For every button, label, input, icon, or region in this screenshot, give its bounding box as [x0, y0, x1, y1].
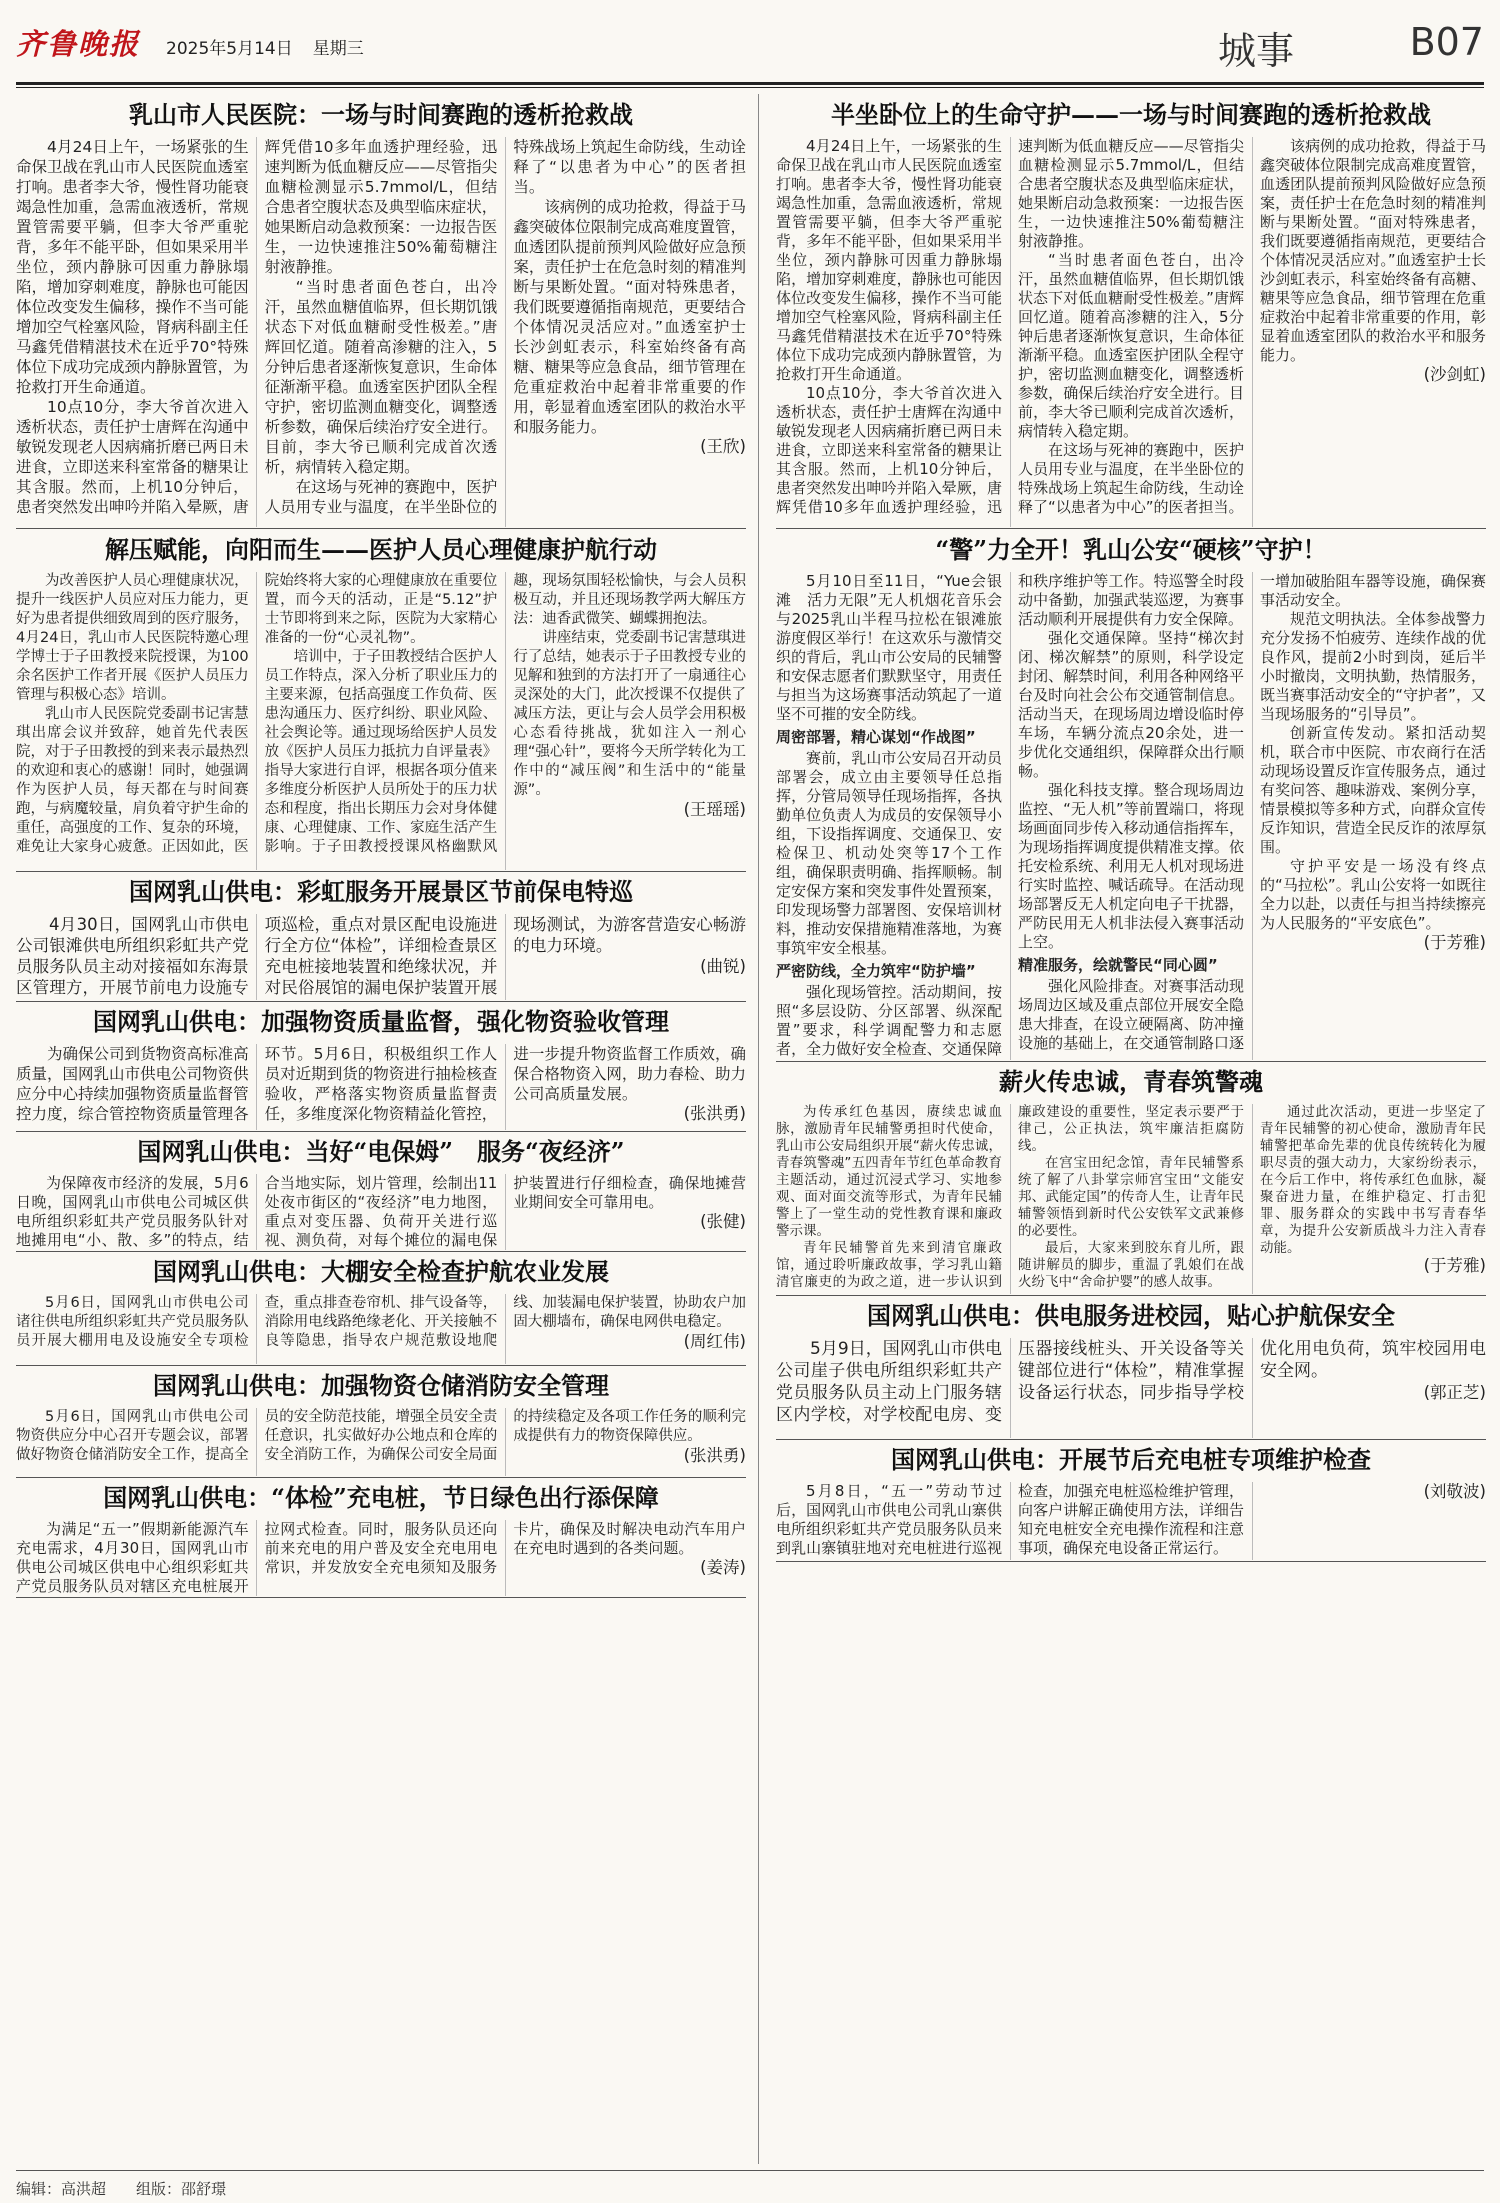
article-body [16, 1408, 746, 1476]
article-paragraph: 4月24日上午，一场紧张的生命保卫战在乳山市人民医院血透室打响。患者李大爷，慢性肾功能衰竭急性加重，急需血液透析，常规置管需要平躺，但李大爷严重驼背，多年不能平卧，但如果采用半坐位，颈内静脉可因重力静脉塌陷，增加穿刺难度，静脉也可能因体位改变发生偏移，操作不当可能增加空气栓塞风险，肾病科副主任马鑫凭借精湛技术在近乎70°特殊体位下成功完成颈内静脉置管，为抢救打开生命通道。 [16, 138, 249, 396]
article-paragraph: 通过此次活动，更进一步坚定了青年民辅警的初心使命，激励青年民辅警把革命先辈的优良传统转化为履职尽责的强大动力，大家纷纷表示，在今后工作中，将传承红色血脉，凝聚奋进力量，在维护稳定、打击犯罪、服务群众的实践中书写青春华章，为提升公安新质战斗力注入青春动能。 [1260, 1104, 1486, 1256]
article-title: 半坐卧位上的生命守护——一场与时间赛跑的透析抢救战 [831, 100, 1431, 129]
article [776, 530, 1486, 1060]
issue-date [166, 34, 384, 59]
article-subheading: 严密防线，全力筑牢“防护墙” [776, 962, 976, 980]
article-byline: (姜涛) [700, 1558, 746, 1577]
article-body [16, 914, 746, 1000]
header-rule [16, 82, 1484, 85]
article [16, 530, 746, 870]
article-paragraph: 最后，大家来到胶东育儿所，跟随讲解员的脚步，重温了乳娘们在战火纷飞中“舍命护婴”的感人故事。 [1018, 1240, 1244, 1290]
article-byline: (周红伟) [683, 1332, 746, 1351]
article-body [776, 1104, 1486, 1294]
article-paragraph: 为确保公司到货物资高标准高质量，国网乳山市供电公司物资供应分中心持续加强物资质量监督管控力度，综合管控物资质量管理各环节。5月6日，积极组织工作人员对近期到货的物资进行抽检核查验收，严格落实物资质量监督责任，多维度深化物资精益化管控，进一步提升物资监督工作质效，确保合格物资入网，助力春检、助力公司高质量发展。 [16, 1045, 746, 1123]
article-paragraph: 5月6日，国网乳山市供电公司诸往供电所组织彩虹共产党员服务队员开展大棚用电及设施安全专项检查，重点排查卷帘机、排气设备等，消除用电线路绝缘老化、开关接触不良等隐患，指导农户规范敷设地爬线、加装漏电保护装置，协助农户加固大棚墙布，确保电网供电稳定。 [16, 1295, 746, 1349]
article-paragraph: 培训中，于子田教授结合医护人员工作特点，深入分析了职业压力的主要来源，包括高强度工作负荷、医患沟通压力、医疗纠纷、职业风险、社会舆论等。通过现场给医护人员发放《医护人员压力抵抗力自评量表》指导大家进行自评，根据各项分值来多维度分析医护人员所处于的压力状态和程度，指出长期压力会对身体健康、心理健康、工作、家庭生活产生影响。于子田教授授课风格幽默风趣，现场氛围轻松愉快，与会人员积极互动，并且还现场教学两大解压方法：迪香武微笑、蝴蝶拥抱法。 [264, 573, 746, 855]
article-subheading: 周密部署，精心谋划“作战图” [776, 728, 976, 746]
article-title: 国网乳山供电：大棚安全检查护航农业发展 [153, 1257, 609, 1286]
article-body [16, 1044, 746, 1130]
article-body [776, 572, 1486, 1060]
article-subheading: 精准服务，绘就警民“同心圆” [1018, 956, 1218, 974]
article-body [16, 137, 746, 527]
article-byline: (曲锐) [700, 957, 746, 976]
article-paragraph: 强化现场管控。活动期间，按照“多层设防、分区部署、纵深配置”要求，科学调配警力和志愿者，全力做好安全检查、交通保障和秩序维护等工作。特巡警全时段动中备勤，加强武装巡逻，为赛事活动顺利开展提供有力安全保障。 [776, 572, 1244, 1058]
page-header [16, 14, 1484, 76]
article-byline: (于芳雅) [1423, 933, 1486, 952]
article-title: 国网乳山供电：彩虹服务开展景区节前保电特巡 [129, 877, 633, 906]
date: 2025年5月14日 [166, 39, 293, 59]
article [16, 1252, 746, 1364]
article-byline: (王瑶瑶) [683, 800, 746, 819]
article-paragraph: 讲座结束，党委副书记害慧琪进行了总结，她表示于子田教授专业的见解和独到的方法打开了一扇通往心灵深处的大门，此次授课不仅提供了减压方法，更让与会人员学会用积极心态看待挑战，犹如注入一剂心理“强心针”，要将今天所学转化为工作中的“减压阀”和生活中的“能量源”。 [513, 630, 746, 798]
article-body [16, 1294, 746, 1364]
article-paragraph: 5月9日，国网乳山市供电公司崖子供电所组织彩虹共产党员服务队员主动上门服务辖区内学校，对学校配电房、变压器接线桩头、开关设备等关键部位进行“体检”，精准掌握设备运行状态，同步指导学校优化用电负荷，筑牢校园用电安全网。 [776, 1339, 1486, 1425]
article-paragraph: 守护平安是一场没有终点的“马拉松”。乳山公安将一如既往全力以赴，以责任与担当持续擦亮为人民服务的“平安底色”。 [1260, 857, 1486, 932]
article-paragraph: 规范文明执法。全体参战警力充分发扬不怕疲劳、连续作战的优良作风，提前2小时到岗，延后半小时撤岗，文明执勤，热情服务，既当赛事活动安全的“守护者”，又当现场服务的“引导员”。 [1260, 610, 1486, 723]
article-paragraph: 为满足“五一”假期新能源汽车充电需求，4月30日，国网乳山市供电公司城区供电中心组织彩虹共产党员服务队员对辖区充电桩展开拉网式检查。同时，服务队员还向前来充电的用户普及安全充电用电常识，并发放安全充电须知及服务卡片，确保及时解决电动汽车用户在充电时遇到的各类问题。 [16, 1520, 746, 1595]
column-divider [758, 94, 759, 2164]
article-paragraph: 5月10日至11日，“Yue会银滩 活力无限”无人机烟花音乐会与2025乳山半程马拉松在银滩旅游度假区举行！在这欢乐与激情交织的背后，乳山市公安局的民辅警和安保志愿者们默默坚守，用责任与担当为这场赛事活动筑起了一道坚不可摧的安全防线。 [776, 572, 1002, 723]
article-paragraph: 10点10分，李大爷首次进入透析状态，责任护士唐辉在沟通中敏锐发现老人因病痛折磨已两日未进食，立即送来科室常备的糖果让其含服。然而，上机10分钟后，患者突然发出呻吟并陷入晕厥，唐辉凭借10多年血透护理经验，迅速判断为低血糖反应——尽管指尖血糖检测显示5.7mmol/L，但结合患者空腹状态及典型临床症状，她果断启动急救预案：一边报告医生，一边快速推注50%葡萄糖注射液静推。 [16, 138, 498, 516]
article-paragraph: 5月6日，国网乳山市供电公司物资供应分中心召开专题会议，部署做好物资仓储消防安全工作，提高全员的安全防范技能，增强全员安全责任意识，扎实做好办公地点和仓库的安全消防工作，为确保公司安全局面的持续稳定及各项工作任务的顺利完成提供有力的物资保障供应。 [16, 1409, 746, 1463]
layout-credit: 组版：邵舒璟 [136, 2180, 227, 2198]
article-byline: (张洪勇) [683, 1446, 746, 1465]
article-byline: (刘敬波) [1423, 1482, 1486, 1501]
article-body [16, 572, 746, 870]
article [16, 95, 746, 527]
article-body [776, 1482, 1486, 1560]
article-title: 国网乳山供电：加强物资质量监督，强化物资验收管理 [93, 1007, 669, 1036]
article-body [16, 1174, 746, 1250]
article [16, 1002, 746, 1130]
article-byline: (于芳雅) [1423, 1256, 1486, 1275]
article-body [776, 1338, 1486, 1438]
article [776, 1440, 1486, 1560]
article [776, 1296, 1486, 1438]
article-paragraph: 强化科技支撑。整合现场周边监控、“无人机”等前置端口，将现场画面同步传入移动通信指挥车，为现场指挥调度提供精准支撑。依托安检系统、利用无人机对现场进行实时监控、喊话疏导。在活动现场部署反无人机定向电子干扰器，严防民用无人机非法侵入赛事活动上空。 [1018, 781, 1244, 951]
article-paragraph: 为改善医护人员心理健康状况，提升一线医护人员应对压力能力，更好为患者提供细致周到的医疗服务，4月24日，乳山市人民医院特邀心理学博士于子田教授来院授课，为100余名医护工作者开展《医护人员压力管理与积极心态》培训。 [16, 573, 249, 703]
weekday: 星期三 [312, 39, 364, 59]
article-paragraph: 在这场与死神的赛跑中，医护人员用专业与温度，在半坐卧位的特殊战场上筑起生命防线，生动诠释了“以患者为中心”的医者担当。 [1018, 441, 1244, 516]
article-body [776, 137, 1486, 527]
page-footer [16, 2178, 256, 2199]
article-paragraph: 强化风险排查。对赛事活动现场周边区域及重点部位开展安全隐患大排查，在设立硬隔离、防冲撞设施的基础上，在交通管制路口逐一增加破胎阻车器等设施，确保赛事活动安全。 [1018, 572, 1486, 1052]
article-paragraph: “当时患者面色苍白，出冷汗，虽然血糖值临界，但长期饥饿状态下对低血糖耐受性极差。”唐辉回忆道。随着高渗糖的注入，5分钟后患者逐渐恢复意识，生命体征渐渐平稳。血透室医护团队全程守护，密切监测血糖变化，调整透析参数，确保后续治疗安全进行。目前，李大爷已顺利完成首次透析，病情转入稳定期。 [1018, 251, 1244, 440]
article-separator [776, 1561, 1486, 1562]
header-rule-thin [16, 87, 1484, 88]
article-paragraph: 4月24日上午，一场紧张的生命保卫战在乳山市人民医院血透室打响。患者李大爷，慢性肾功能衰竭急性加重，急需血液透析，常规置管需要平躺，但李大爷严重驼背，多年不能平卧，但如果采用半坐位，颈内静脉可因重力静脉塌陷，增加穿刺难度，静脉也可能因体位改变发生偏移，操作不当可能增加空气栓塞风险，肾病科副主任马鑫凭借精湛技术在近乎70°特殊体位下成功完成颈内静脉置管，为抢救打开生命通道。 [776, 137, 1002, 383]
article-title: 国网乳山供电：供电服务进校园，贴心护航保安全 [867, 1301, 1395, 1330]
article-paragraph: 该病例的成功抢救，得益于马鑫突破体位限制完成高难度置管，血透团队提前预判风险做好应急预案，责任护士在危急时刻的精准判断与果断处置。“面对特殊患者，我们既要遵循指南规范，更要结合个体情况灵活应对。”血透室护士长沙剑虹表示，科室始终备有高糖、糖果等应急食品，细节管理在危重症救治中起着非常重要的作用，彰显着血透室团队的救治水平和服务能力。 [513, 198, 746, 436]
article-title: 国网乳山供电：“体检”充电桩，节日绿色出行添保障 [103, 1483, 659, 1512]
article [776, 95, 1486, 527]
article-paragraph: 乳山市人民医院党委副书记害慧琪出席会议并致辞，她首先代表医院，对于子田教授的到来表示最热烈的欢迎和衷心的感谢！同时，她强调作为医护人员，每天都在与时间赛跑，与病魔较量，肩负着守护生命的重任，高强度的工作、复杂的环境，难免让大家身心疲惫。正因如此，医院始终将大家的心理健康放在重要位置，而今天的活动，正是“5.12”护士节即将到来之际，医院为大家精心准备的一份“心灵礼物”。 [16, 573, 498, 855]
article-paragraph: 在这场与死神的赛跑中，医护人员用专业与温度，在半坐卧位的特殊战场上筑起生命防线，生动诠释了“以患者为中心”的医者担当。 [264, 138, 746, 516]
article-byline: (郭正芝) [1423, 1383, 1486, 1402]
article-paragraph: 在宫宝田纪念馆，青年民辅警系统了解了八卦掌宗师宫宝田“文能安邦、武能定国”的传奇人生，让青年民辅警领悟到新时代公安铁军文武兼修的必要性。 [1018, 1155, 1244, 1239]
article-paragraph: 赛前，乳山市公安局召开动员部署会，成立由主要领导任总指挥，分管局领导任现场指挥，各执勤单位负责人为成员的安保领导小组，下设指挥调度、交通保卫、安检保卫、机动处突等17个工作组，确保职责明确、指挥顺畅。制定安保方案和突发事件处置预案，印发现场警力部署图、安保培训材料，推动安保措施精准落地，为赛事筑牢安全根基。 [776, 749, 1002, 957]
article-separator [16, 1597, 746, 1598]
article-paragraph: 强化交通保障。坚持“梯次封闭、梯次解禁”的原则，科学设定封闭、解禁时间，利用各种网络平台及时向社会公布交通管制信息。活动当天，在现场周边增设临时停车场，车辆分流点20余处，进一步优化交通组织，保障群众出行顺畅。 [1018, 629, 1244, 780]
article-separator [16, 528, 746, 529]
article-byline: (王欣) [700, 437, 746, 456]
article-title: “警”力全开！乳山公安“硬核”守护！ [935, 535, 1327, 564]
article [776, 1062, 1486, 1294]
article-paragraph: 创新宣传发动。紧扣活动契机，联合市中医院、市农商行在活动现场设置反诈宣传服务点，通过有奖问答、趣味游戏、案例分享，情景模拟等多种方式，向群众宣传反诈知识，营造全民反诈的浓厚氛围。 [1260, 724, 1486, 856]
masthead-logo: 齐鲁晚报 [16, 27, 141, 61]
article-paragraph: 5月8日，“五一”劳动节过后，国网乳山市供电公司乳山寨供电所组织彩虹共产党员服务队员来到乳山寨镇驻地对充电桩进行巡视检查，加强充电桩巡检维护管理，向客户讲解正确使用方法，详细告知充电桩安全充电操作流程和注意事项，确保充电设备正常运行。 [776, 1482, 1244, 1557]
page-number: B07 [1409, 20, 1484, 64]
article [16, 1366, 746, 1476]
article-paragraph: 该病例的成功抢救，得益于马鑫突破体位限制完成高难度置管，血透团队提前预判风险做好应急预案，责任护士在危急时刻的精准判断与果断处置。“面对特殊患者，我们既要遵循指南规范，更要结合个体情况灵活应对。”血透室护士长沙剑虹表示，科室始终备有高糖、糖果等应急食品，细节管理在危重症救治中起着非常重要的作用，彰显着血透室团队的救治水平和服务能力。 [1260, 137, 1486, 364]
article-byline: (张健) [700, 1212, 746, 1231]
section-name: 城事 [1217, 29, 1294, 73]
article-separator [776, 528, 1486, 529]
article-paragraph: 为传承红色基因，赓续忠诚血脉，激励青年民辅警勇担时代使命，乳山市公安局组织开展“薪火传忠诚，青春筑警魂”五四青年节红色革命教育主题活动，通过沉浸式学习、实地参观、面对面交流等形式，为青年民辅警上了一堂生动的党性教育课和廉政警示课。 [776, 1104, 1002, 1239]
article-title: 解压赋能，向阳而生——医护人员心理健康护航行动 [105, 535, 657, 564]
article-byline: (张洪勇) [683, 1104, 746, 1123]
article-title: 薪火传忠诚，青春筑警魂 [999, 1067, 1263, 1096]
article-title: 乳山市人民医院：一场与时间赛跑的透析抢救战 [129, 100, 633, 129]
article-paragraph: “当时患者面色苍白，出冷汗，虽然血糖值临界，但长期饥饿状态下对低血糖耐受性极差。”唐辉回忆道。随着高渗糖的注入，5分钟后患者逐渐恢复意识，生命体征渐渐平稳。血透室医护团队全程守护，密切监测血糖变化，调整透析参数，确保后续治疗安全进行。目前，李大爷已顺利完成首次透析，病情转入稳定期。 [264, 278, 498, 476]
article-paragraph: 10点10分，李大爷首次进入透析状态，责任护士唐辉在沟通中敏锐发现老人因病痛折磨已两日未进食，立即送来科室常备的糖果让其含服。然而，上机10分钟后，患者突然发出呻吟并陷入晕厥，唐辉凭借10多年血透护理经验，迅速判断为低血糖反应——尽管指尖血糖检测显示5.7mmol/L，但结合患者空腹状态及典型临床症状，她果断启动急救预案：一边报告医生，一边快速推注50%葡萄糖注射液静推。 [776, 137, 1244, 516]
article [16, 872, 746, 1000]
article-paragraph: 为保障夜市经济的发展，5月6日晚，国网乳山市供电公司城区供电所组织彩虹共产党员服务队针对地摊用电“小、散、多”的特点，结合当地实际，划片管理，绘制出11处夜市街区的“夜经济”电力地图，重点对变压器、负荷开关进行巡视、测负荷，对每个摊位的漏电保护装置进行仔细检查，确保地摊营业期间安全可靠用电。 [16, 1174, 746, 1249]
article-byline: (沙剑虹) [1423, 365, 1486, 384]
editor-credit: 编辑：高洪超 [16, 2180, 107, 2198]
article [16, 1478, 746, 1596]
article [16, 1132, 746, 1250]
article-title: 国网乳山供电：开展节后充电桩专项维护检查 [891, 1445, 1371, 1474]
article-paragraph: 青年民辅警首先来到清官廉政馆，通过聆听廉政故事，学习乳山籍清官廉吏的为政之道，进一步认识到廉政建设的重要性，坚定表示要严于律己，公正执法，筑牢廉洁拒腐防线。 [776, 1104, 1244, 1290]
article-paragraph: 4月30日，国网乳山市供电公司银滩供电所组织彩虹共产党员服务队员主动对接福如东海景区管理方，开展节前电力设施专项巡检，重点对景区配电设施进行全方位“体检”，详细检查景区充电桩接地装置和绝缘状况，并对民俗展馆的漏电保护装置开展现场测试，为游客营造安心畅游的电力环境。 [16, 915, 746, 997]
article-title: 国网乳山供电：当好“电保姆” 服务“夜经济” [137, 1137, 625, 1166]
article-title: 国网乳山供电：加强物资仓储消防安全管理 [153, 1371, 609, 1400]
footer-rule [16, 2170, 1484, 2171]
article-body [16, 1520, 746, 1596]
